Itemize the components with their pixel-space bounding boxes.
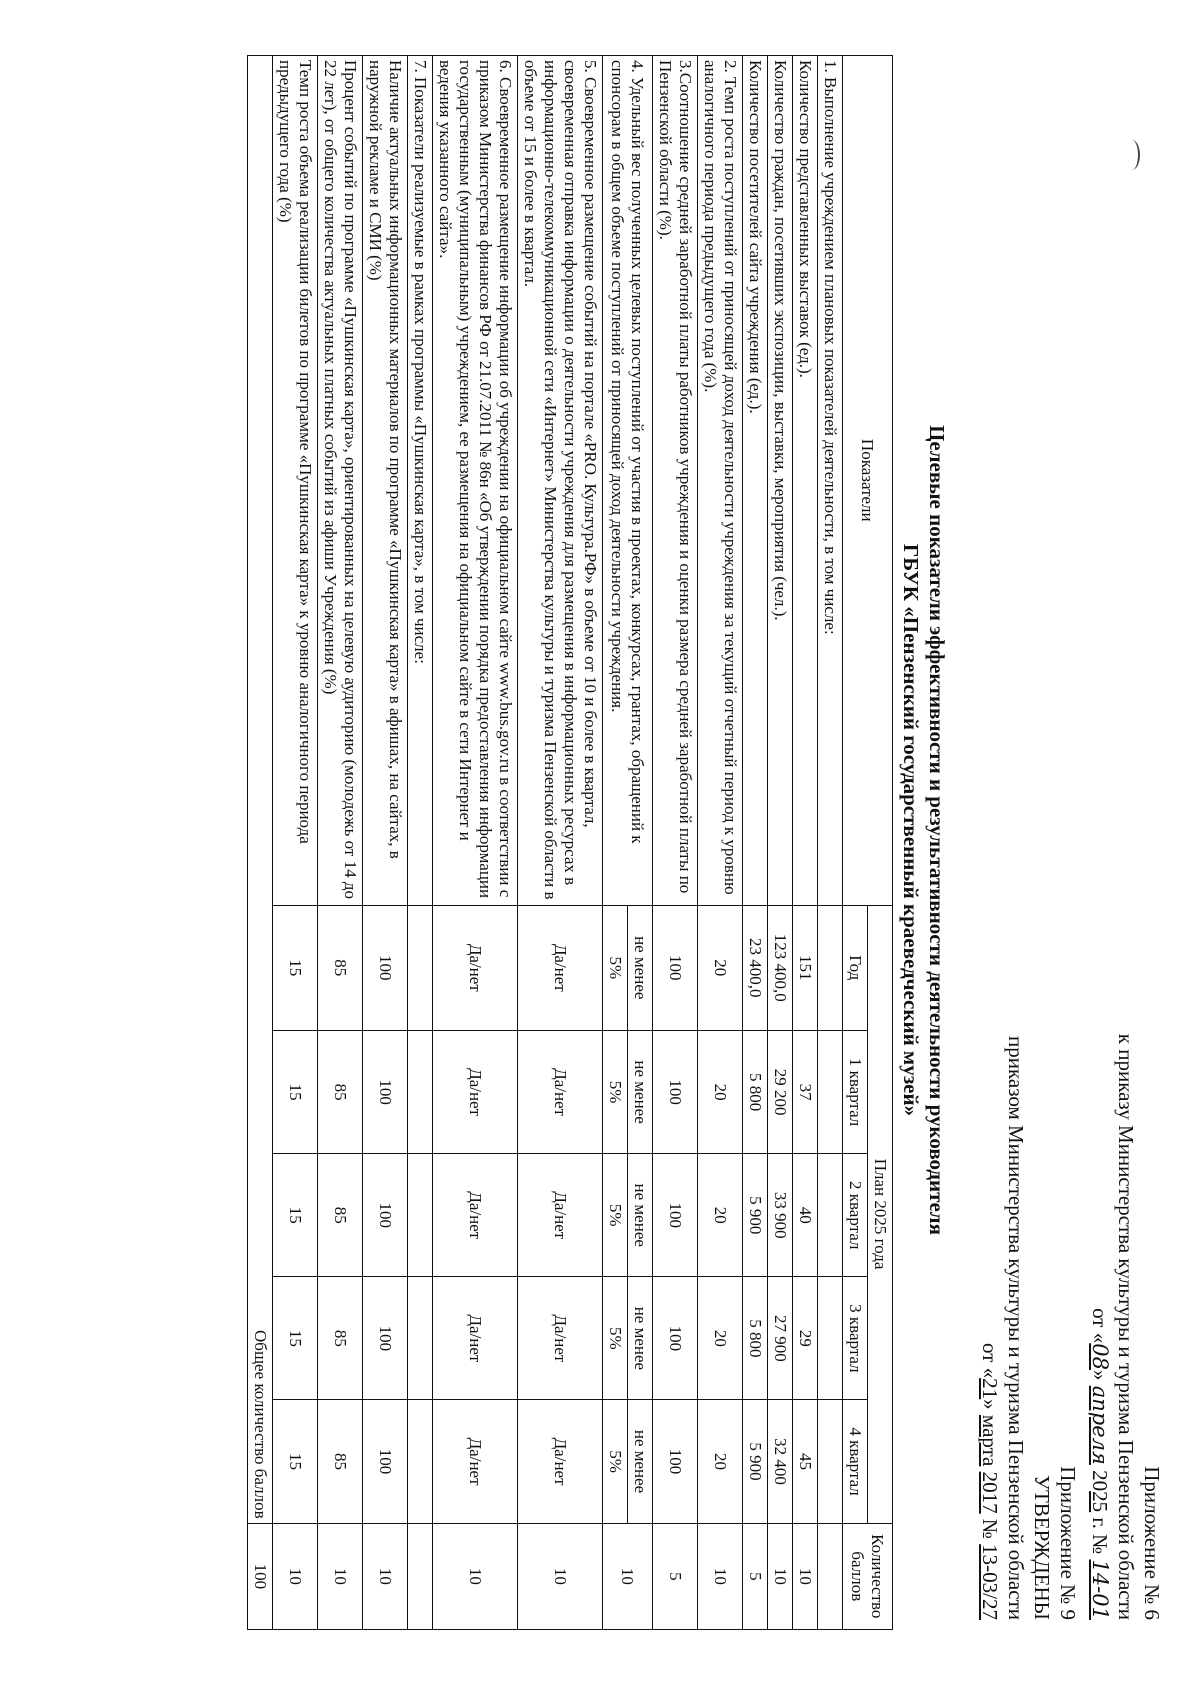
total-row bbox=[248, 56, 273, 1630]
table-row: 7. Показатели реализуемые в рамках программы «Пушкинская карта», в том числе: bbox=[408, 56, 433, 1630]
header-q3: 3 квартал bbox=[843, 1277, 868, 1400]
table-row: Наличие актуальных информационных материалов по программе «Пушкинская карта» в афишах, на сайтах, в наружной рекламе и СМИ (%) 100 100 100 100 100 10 bbox=[363, 56, 408, 1630]
header-q4: 4 квартал bbox=[843, 1400, 868, 1523]
table-row: 5. Своевременное размещение событий на портале «PRO. Культура.РФ» в объеме от 10 и более в квартал, своевременная отправка информации о деятельности учреждения для размещения в информационных ресурсах в информационно-телекоммуникационной сети «Интернет» Министерства культуры и туризма Пензенской области в объеме от 15 и более в квартал. Да/нет Да/нет Да/нет Да/нет Да/нет 10 bbox=[518, 56, 603, 1630]
header-plan: План 2025 года bbox=[868, 905, 893, 1523]
table-row: 2. Темп роста поступлений от приносящей доход деятельности учреждения за текущий отчетный период к уровню аналогичного периода предыдущего года (%). 20 20 20 20 20 10 bbox=[698, 56, 743, 1630]
document-title: Целевые показатели эффективности и результативности деятельности руководителя ГБУК «Пензенский государственный краеведческий музей» bbox=[899, 425, 949, 1235]
approval-date-line: от «21» марта 2017 № 13-03/27 bbox=[978, 1343, 1002, 1620]
indicators-table bbox=[247, 55, 893, 1630]
order-date-line: от «08» апреля 2025 г. № 14-01 bbox=[1088, 1308, 1112, 1620]
table-row: 6. Своевременное размещение информации об учреждении на официальном сайте www.bus.gov.ru в соответствии с приказом Министерства финансов РФ от 21.07.2011 № 86н «Об утверждении порядка предоставления информации государственным (муниципальным) учреждением, ее размещения на официальном сайте в сети Интернет и ведения указанного сайта». Да/нет Да/нет Да/нет Да/нет Да/нет 10 bbox=[433, 56, 518, 1630]
table-row: 1. Выполнение учреждением плановых показателей деятельности, в том числе: bbox=[818, 56, 843, 1630]
table-row: Количество граждан, посетивших экспозиции, выставки, мероприятия (чел.). 123 400,0 29 200 33 900 27 900 32 400 10 bbox=[768, 56, 793, 1630]
header-q2: 2 квартал bbox=[843, 1154, 868, 1277]
handwritten-month: апреля bbox=[1088, 1385, 1112, 1465]
approved-label: УТВЕРЖДЕНЫ bbox=[1030, 1475, 1054, 1620]
header-points: Количество баллов bbox=[843, 1523, 893, 1629]
document-header bbox=[977, 1034, 1165, 1620]
appendix-number-2: Приложение № 9 bbox=[1056, 1466, 1080, 1620]
header-q1: 1 квартал bbox=[843, 1031, 868, 1154]
order-reference: к приказу Министерства культуры и туризма Пензенской области bbox=[1114, 1033, 1138, 1620]
header-year: Год bbox=[843, 905, 868, 1030]
table-row-cont: 5% 5% 5% 5% 5% bbox=[603, 56, 628, 1630]
handwritten-day: 08 bbox=[1088, 1343, 1112, 1370]
total-label: Общее количество баллов bbox=[248, 905, 273, 1523]
table-row: 4. Удельный вес полученных целевых поступлений от участия в проектах, конкурсах, грантах, обращений к спонсорам в общем объеме поступлений от приносящей доход деятельности учреждения. не менее не менее не менее не менее не менее 10 bbox=[628, 56, 653, 1630]
scan-mark bbox=[1124, 140, 1140, 170]
table-row: Темп роста объема реализации билетов по программе «Пушкинская карта» к уровню аналогичного периода предыдущего года (%) 15 15 15 15 15 10 bbox=[273, 56, 318, 1630]
document-sheet bbox=[25, 20, 1165, 1640]
table-row: 3.Соотношение средней заработной платы работников учреждения и оценки размера средней заработной платы по Пензенской области (%). 100 100 100 100 100 5 bbox=[653, 56, 698, 1630]
header-indicators: Показатели bbox=[843, 56, 893, 906]
table-row: Количество представленных выставок (ед.). 151 37 40 29 45 10 bbox=[793, 56, 818, 1630]
table-header-row bbox=[868, 56, 893, 1630]
handwritten-number: 14-01 bbox=[1088, 1559, 1112, 1620]
approved-by: приказом Министерства культуры и туризма Пензенской области bbox=[1004, 1036, 1028, 1620]
appendix-number: Приложение № 6 bbox=[1140, 1466, 1164, 1620]
table-row: Количество посетителей сайта учреждения (ед.). 23 400,0 5 800 5 900 5 800 5 900 5 bbox=[743, 56, 768, 1630]
table-row: Процент событий по программе «Пушкинская карта», ориентированных на целевую аудиторию (молодежь от 14 до 22 лет), от общего количества актуальных платных событий из афиши Учреждения (%) 85 85 85 85 85 10 bbox=[318, 56, 363, 1630]
total-value: 100 bbox=[248, 1523, 273, 1629]
